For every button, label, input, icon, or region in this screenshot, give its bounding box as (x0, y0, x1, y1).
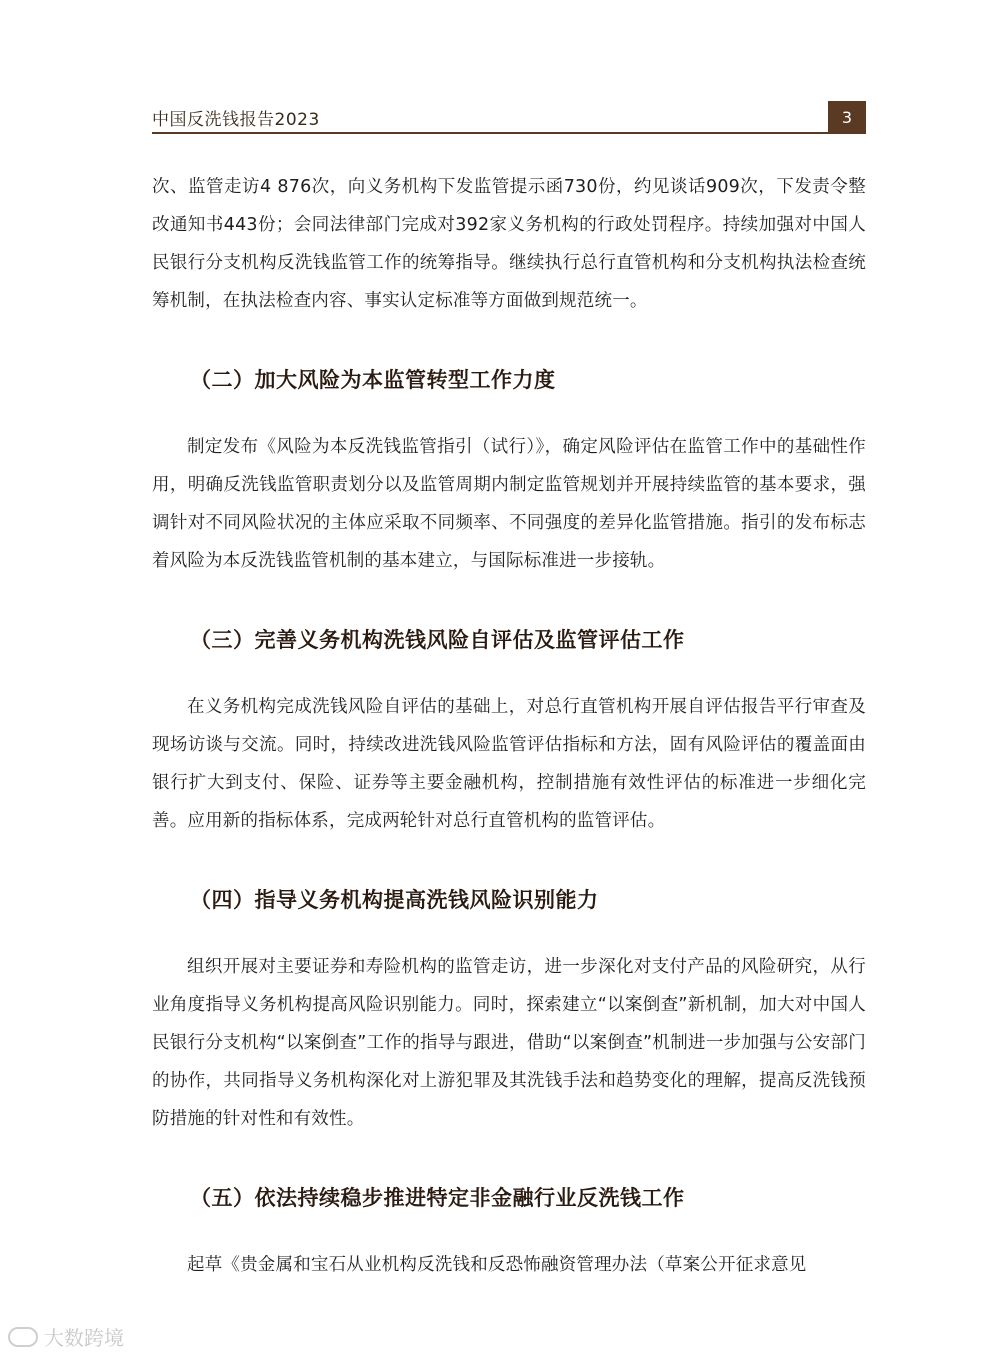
page-body (152, 168, 866, 1284)
section-heading-4: （四）指导义务机构提高洗钱风险识别能力 (190, 888, 599, 912)
paragraph-section-2: 制定发布《风险为本反洗钱监管指引（试行）》，确定风险评估在监管工作中的基础性作用，明确反洗钱监管职责划分以及监管周期内制定监管规划并开展持续监管的基本要求，强调针对不同风险状况的主体应采取不同频率、不同强度的差异化监管措施。指引的发布标志着风险为本反洗钱监管机制的基本建立，与国际标准进一步接轨。 (152, 437, 866, 571)
watermark-logo-icon (8, 1327, 38, 1347)
paragraph-section-3: 在义务机构完成洗钱风险自评估的基础上，对总行直管机构开展自评估报告平行审查及现场访谈与交流。同时，持续改进洗钱风险监管评估指标和方法，固有风险评估的覆盖面由银行扩大到支付、保险、证券等主要金融机构，控制措施有效性评估的标准进一步细化完善。应用新的指标体系，完成两轮针对总行直管机构的监管评估。 (152, 697, 866, 831)
section-heading-3: （三）完善义务机构洗钱风险自评估及监管评估工作 (190, 628, 685, 652)
paragraph-section-5: 起草《贵金属和宝石从业机构反洗钱和反恐怖融资管理办法（草案公开征求意见 (187, 1255, 807, 1275)
paragraph-continued: 次、监管走访4 876次，向义务机构下发监管提示函730份，约见谈话909次，下发责令整改通知书443份；会同法律部门完成对392家义务机构的行政处罚程序。持续加强对中国人民银行分支机构反洗钱监管工作的统筹指导。继续执行总行直管机构和分支机构执法检查统筹机制，在执法检查内容、事实认定标准等方面做到规范统一。 (152, 177, 866, 311)
watermark-text: 大数跨境 (44, 1326, 124, 1350)
header-divider (152, 132, 866, 134)
section-heading-2: （二）加大风险为本监管转型工作力度 (190, 368, 556, 392)
section-heading-5: （五）依法持续稳步推进特定非金融行业反洗钱工作 (190, 1186, 685, 1210)
paragraph-section-4: 组织开展对主要证券和寿险机构的监管走访，进一步深化对支付产品的风险研究，从行业角度指导义务机构提高风险识别能力。同时，探索建立“以案倒查”新机制，加大对中国人民银行分支机构“以案倒查”工作的指导与跟进，借助“以案倒查”机制进一步加强与公安部门的协作，共同指导义务机构深化对上游犯罪及其洗钱手法和趋势变化的理解，提高反洗钱预防措施的针对性和有效性。 (152, 957, 866, 1129)
page-header (152, 101, 866, 133)
page-number: 3 (828, 101, 866, 134)
watermark (8, 1322, 124, 1351)
report-title: 中国反洗钱报告2023 (152, 110, 320, 130)
